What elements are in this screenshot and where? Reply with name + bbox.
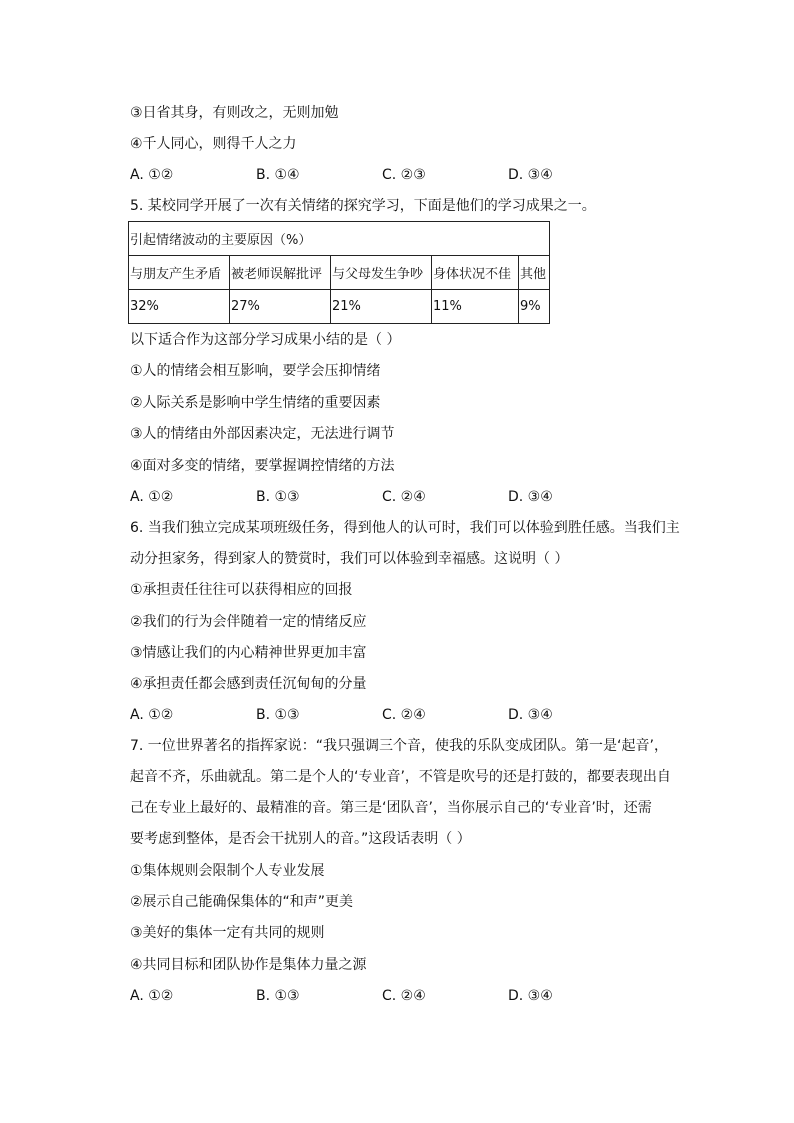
- q4-options: [130, 165, 690, 185]
- table-header-cell: 与父母发生争吵: [331, 256, 432, 290]
- q6-options: [130, 705, 690, 725]
- q7-stem-line-1: 7. 一位世界著名的指挥家说：“我只强调三个音，使我的乐队变成团队。第一是‘起音’，: [130, 738, 668, 754]
- table-header-cell: 身体状况不佳: [432, 256, 519, 290]
- q6-option-a[interactable]: A. ①②: [130, 707, 174, 723]
- q4-option-a[interactable]: A. ①②: [130, 167, 174, 183]
- q5-item-1: ①人的情绪会相互影响，要学会压抑情绪: [130, 363, 381, 379]
- q5-question: 以下适合作为这部分学习成果小结的是（ ）: [130, 332, 401, 348]
- q6-option-b[interactable]: B. ①③: [256, 707, 300, 723]
- q7-stem-line-4: 要考虑到整体，是否会干扰别人的音。”这段话表明（ ）: [130, 831, 471, 847]
- q4-option-c[interactable]: C. ②③: [382, 167, 426, 183]
- q5-option-b[interactable]: B. ①③: [256, 489, 300, 505]
- q7-item-3: ③美好的集体一定有共同的规则: [130, 925, 325, 941]
- q7-item-1: ①集体规则会限制个人专业发展: [130, 863, 325, 879]
- q6-option-c[interactable]: C. ②④: [382, 707, 426, 723]
- q4-option-d[interactable]: D. ③④: [508, 167, 553, 183]
- table-header-row: [129, 256, 550, 290]
- table-header-cell: 其他: [519, 256, 550, 290]
- q5-option-c[interactable]: C. ②④: [382, 489, 426, 505]
- table-title: 引起情绪波动的主要原因（%）: [129, 222, 550, 256]
- table-value-cell: 21%: [331, 290, 432, 324]
- q7-option-c[interactable]: C. ②④: [382, 988, 426, 1004]
- q7-option-a[interactable]: A. ①②: [130, 988, 174, 1004]
- q5-stem: 5. 某校同学开展了一次有关情绪的探究学习，下面是他们的学习成果之一。: [130, 198, 596, 214]
- q7-option-b[interactable]: B. ①③: [256, 988, 300, 1004]
- q5-item-2: ②人际关系是影响中学生情绪的重要因素: [130, 395, 381, 411]
- q7-option-d[interactable]: D. ③④: [508, 988, 553, 1004]
- table-value-cell: 32%: [129, 290, 230, 324]
- q5-option-a[interactable]: A. ①②: [130, 489, 174, 505]
- table-header-cell: 与朋友产生矛盾: [129, 256, 230, 290]
- q7-options: [130, 986, 690, 1006]
- table-value-cell: 11%: [432, 290, 519, 324]
- q7-item-4: ④共同目标和团队协作是集体力量之源: [130, 957, 367, 973]
- q6-stem-line-2: 动分担家务，得到家人的赞赏时，我们可以体验到幸福感。这说明（ ）: [130, 551, 569, 567]
- q6-item-1: ①承担责任往往可以获得相应的回报: [130, 582, 353, 598]
- q7-stem-line-2: 起音不齐，乐曲就乱。第二是个人的‘专业音’，不管是吹号的还是打鼓的，都要表现出自: [130, 769, 671, 785]
- table-value-cell: 9%: [519, 290, 550, 324]
- q4-item-3: ③日省其身，有则改之，无则加勉: [130, 105, 339, 121]
- q7-stem-line-3: 己在专业上最好的、最精准的音。第三是‘团队音’，当你展示自己的‘专业音’时，还需: [130, 800, 652, 816]
- table-value-row: [129, 290, 550, 324]
- q6-item-2: ②我们的行为会伴随着一定的情绪反应: [130, 614, 367, 630]
- q6-stem-line-1: 6. 当我们独立完成某项班级任务，得到他人的认可时，我们可以体验到胜任感。当我们主: [130, 520, 680, 536]
- q4-item-4: ④千人同心，则得千人之力: [130, 136, 297, 152]
- q4-option-b[interactable]: B. ①④: [256, 167, 300, 183]
- q5-option-d[interactable]: D. ③④: [508, 489, 553, 505]
- q5-item-4: ④面对多变的情绪，要掌握调控情绪的方法: [130, 458, 395, 474]
- q6-item-4: ④承担责任都会感到责任沉甸甸的分量: [130, 676, 367, 692]
- q5-statistics-table: [128, 221, 550, 324]
- q6-item-3: ③情感让我们的内心精神世界更加丰富: [130, 645, 367, 661]
- q5-options: [130, 487, 690, 507]
- q6-option-d[interactable]: D. ③④: [508, 707, 553, 723]
- q5-item-3: ③人的情绪由外部因素决定，无法进行调节: [130, 426, 395, 442]
- q7-item-2: ②展示自己能确保集体的“和声”更美: [130, 894, 354, 910]
- table-header-cell: 被老师误解批评: [230, 256, 331, 290]
- table-value-cell: 27%: [230, 290, 331, 324]
